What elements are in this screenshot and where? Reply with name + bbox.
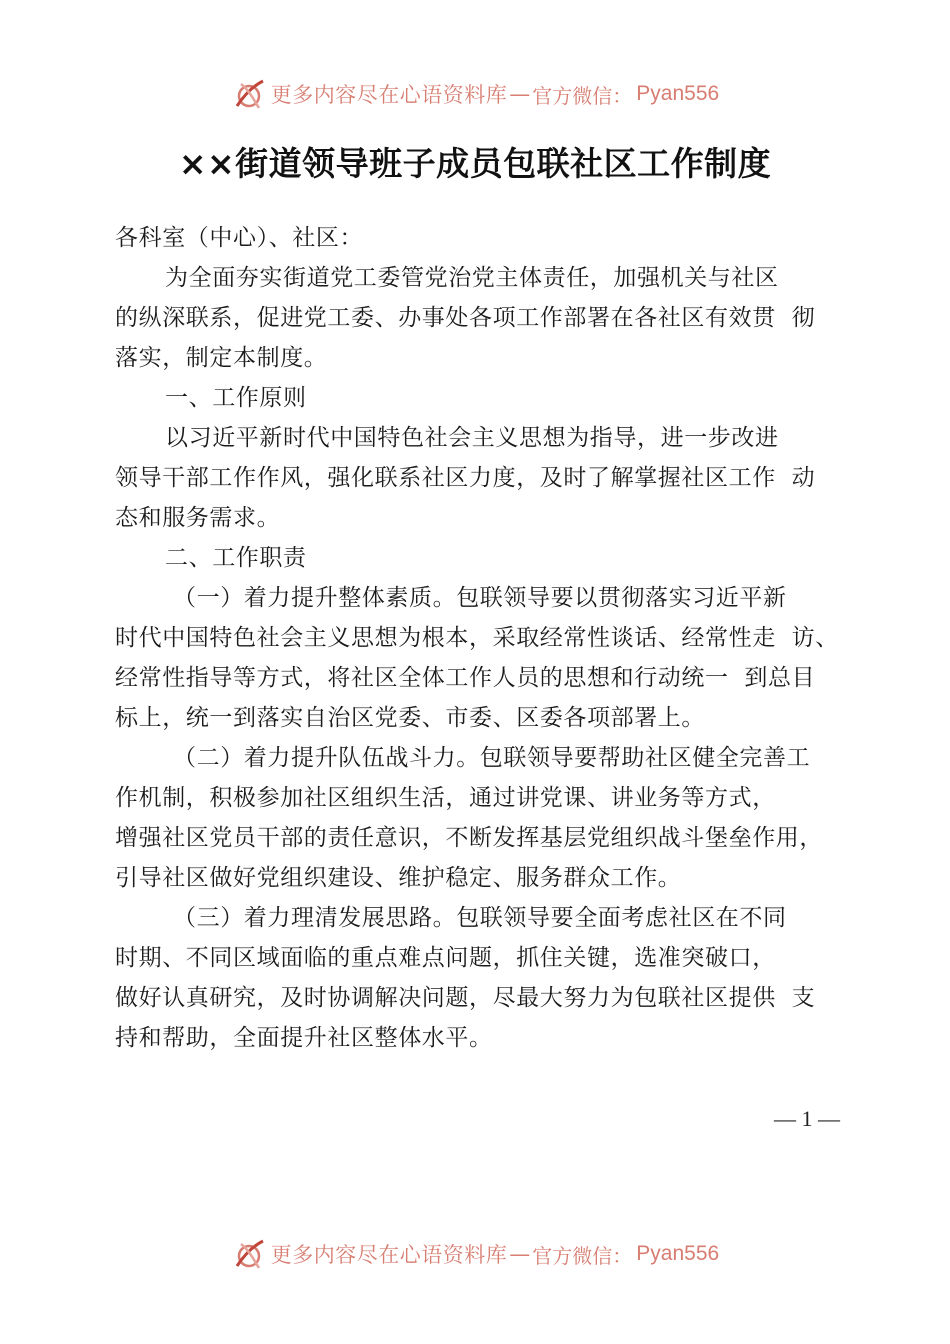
- document-title: ××街道领导班子成员包联社区工作制度: [178, 144, 772, 183]
- paragraph-line: 落实，制定本制度。: [115, 345, 328, 371]
- paragraph-line: 态和服务需求。: [115, 505, 281, 531]
- watermark-id: Pyan556: [636, 1242, 720, 1265]
- paragraph-line: （二）着力提升队伍战斗力。包联领导要帮助社区健全完善工: [173, 745, 811, 771]
- section-heading: 二、工作职责: [165, 545, 307, 571]
- watermark-separator: —: [509, 82, 531, 106]
- paragraph-line: 标上，统一到落实自治区党委、市委、区委各项部署上。: [115, 705, 705, 731]
- paragraph-line: （三）着力理清发展思路。包联领导要全面考虑社区在不同: [173, 905, 787, 931]
- page-number: — 1 —: [774, 1106, 840, 1131]
- paragraph-line: 为全面夯实街道党工委管党治党主体责任，加强机关与社区: [165, 265, 779, 291]
- watermark-header: [0, 74, 950, 114]
- paragraph-line: （一）着力提升整体素质。包联领导要以贯彻落实习近平新: [173, 585, 787, 611]
- watermark-main-text: 更多内容尽在心语资料库: [270, 83, 508, 107]
- paragraph-line: 的纵深联系，促进党工委、办事处各项工作部署在各社区有效贯 彻: [115, 305, 816, 331]
- section-heading: 一、工作原则: [165, 385, 307, 411]
- document-body: [115, 218, 867, 1058]
- watermark-main-text: 更多内容尽在心语资料库: [270, 1243, 508, 1267]
- watermark-id: Pyan556: [636, 82, 720, 105]
- paragraph-line: 持和帮助，全面提升社区整体水平。: [115, 1025, 493, 1051]
- ribbon-logo-icon: [231, 1236, 267, 1272]
- paragraph-line: 以习近平新时代中国特色社会主义思想为指导，进一步改进: [165, 425, 779, 451]
- ribbon-logo-icon: [231, 76, 267, 112]
- paragraph-line: 增强社区党员干部的责任意识，不断发挥基层党组织战斗堡垒作用，: [115, 825, 823, 851]
- paragraph-line: 时期、不同区域面临的重点难点问题，抓住关键，选准突破口，: [115, 945, 776, 971]
- salutation: 各科室（中心）、社区：: [115, 225, 364, 251]
- paragraph-line: 时代中国特色社会主义思想为根本，采取经常性谈话、经常性走 访、: [115, 625, 839, 651]
- paragraph-line: 引导社区做好党组织建设、维护稳定、服务群众工作。: [115, 865, 682, 891]
- watermark-label: 官方微信：: [532, 83, 633, 108]
- paragraph-line: 做好认真研究，及时协调解决问题，尽最大努力为包联社区提供 支: [115, 985, 816, 1011]
- paragraph-line: 作机制，积极参加社区组织生活，通过讲党课、讲业务等方式，: [115, 785, 776, 811]
- watermark-separator: —: [509, 1242, 531, 1266]
- paragraph-line: 领导干部工作作风，强化联系社区力度，及时了解掌握社区工作 动: [115, 465, 816, 491]
- watermark-label: 官方微信：: [532, 1243, 633, 1268]
- paragraph-line: 经常性指导等方式，将社区全体工作人员的思想和行动统一 到总目: [115, 665, 816, 691]
- watermark-footer: [0, 1234, 950, 1274]
